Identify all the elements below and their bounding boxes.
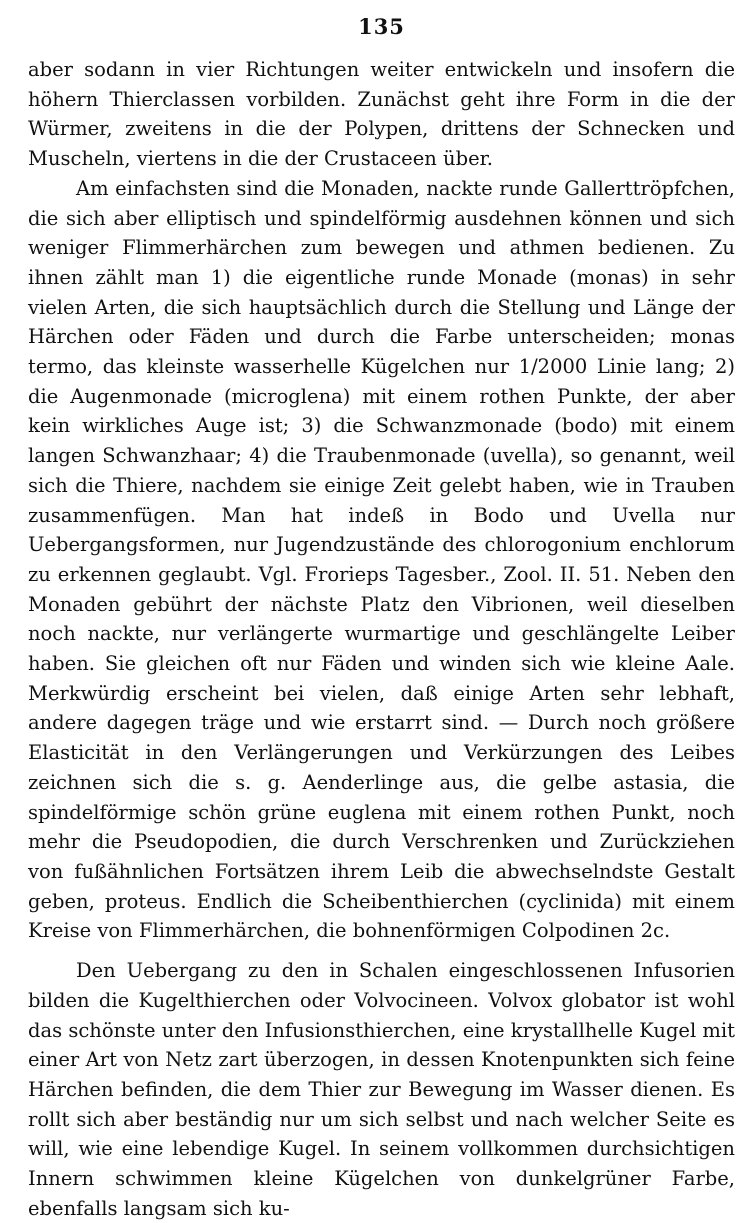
paragraph-volvocineen: Den Uebergang zu den in Schalen eingeschlossenen Infusorien bilden die Kugelthierchen oder Volvocineen. Volvox globator ist wohl das schönste unter den Infusionsthierchen, eine krystallhelle Kugel mit einer Art von Netz zart überzogen, in dessen Knotenpunkten sich feine Härchen befinden, die dem Thier zur Bewegung im Wasser dienen. Es rollt sich aber beständig nur um sich selbst und nach welcher Seite es will, wie eine lebendige Kugel. In seinem vollkommen durchsichtigen Innern schwimmen kleine Kügelchen von dunkelgrüner Farbe, ebenfalls langsam sich ku- (28, 959, 735, 1220)
page-number: 135 (358, 14, 405, 39)
paragraph-continuation: aber sodann in vier Richtungen weiter entwickeln und insofern die höhern Thierclassen vorbilden. Zunächst geht ihre Form in die der Würmer, zweitens in die der Polypen, drittens der Schnecken und Muscheln, viertens in die der Crustaceen über. (28, 58, 735, 171)
paragraph-monaden: Am einfachsten sind die Monaden, nackte runde Gallerttröpfchen, die sich aber elliptisch und spindelförmig ausdehnen können und sich weniger Flimmerhärchen zum bewegen und athmen bedienen. Zu ihnen zählt man 1) die eigentliche runde Monade (monas) in sehr vielen Arten, die sich hauptsächlich durch die Stellung und Länge der Härchen oder Fäden und durch die Farbe unterscheiden; monas termo, das kleinste wasserhelle Kügelchen nur 1/2000 Linie lang; 2) die Augenmonade (microglena) mit einem rothen Punkte, der aber kein wirkliches Auge ist; 3) die Schwanzmonade (bodo) mit einem langen Schwanzhaar; 4) die Traubenmonade (uvella), so genannt, weil sich die Thiere, nachdem sie einige Zeit gelebt haben, wie in Trauben zusammenfügen. Man hat indeß in Bodo und Uvella nur Uebergangsformen, nur Jugendzustände des chlorogonium enchlorum zu erkennen geglaubt. Vgl. Frorieps Tagesber., Zool. II. 51. Neben den Monaden gebührt der nächste Platz den Vibrionen, weil dieselben noch nackte, nur verlängerte wurmartige und geschlängelte Leiber haben. Sie gleichen oft nur Fäden und winden sich wie kleine Aale. Merkwürdig erscheint bei vielen, daß einige Arten sehr lebhaft, andere dagegen träge und wie erstarrt sind. — Durch noch größere Elasticität in den Verlängerungen und Verkürzungen des Leibes zeichnen sich die s. g. Aenderlinge aus, die gelbe astasia, die spindelförmige schön grüne euglena mit einem rothen Punkt, noch mehr die Pseudopodien, die durch Verschrenken und Zurückziehen von fußähnlichen Fortsätzen ihrem Leib die abwechselndste Gestalt geben, proteus. Endlich die Scheibenthierchen (cyclinida) mit einem Kreise von Flimmerhärchen, die bohnenförmigen Colpodinen 2c. (28, 176, 735, 943)
paragraph-gap (28, 946, 735, 956)
